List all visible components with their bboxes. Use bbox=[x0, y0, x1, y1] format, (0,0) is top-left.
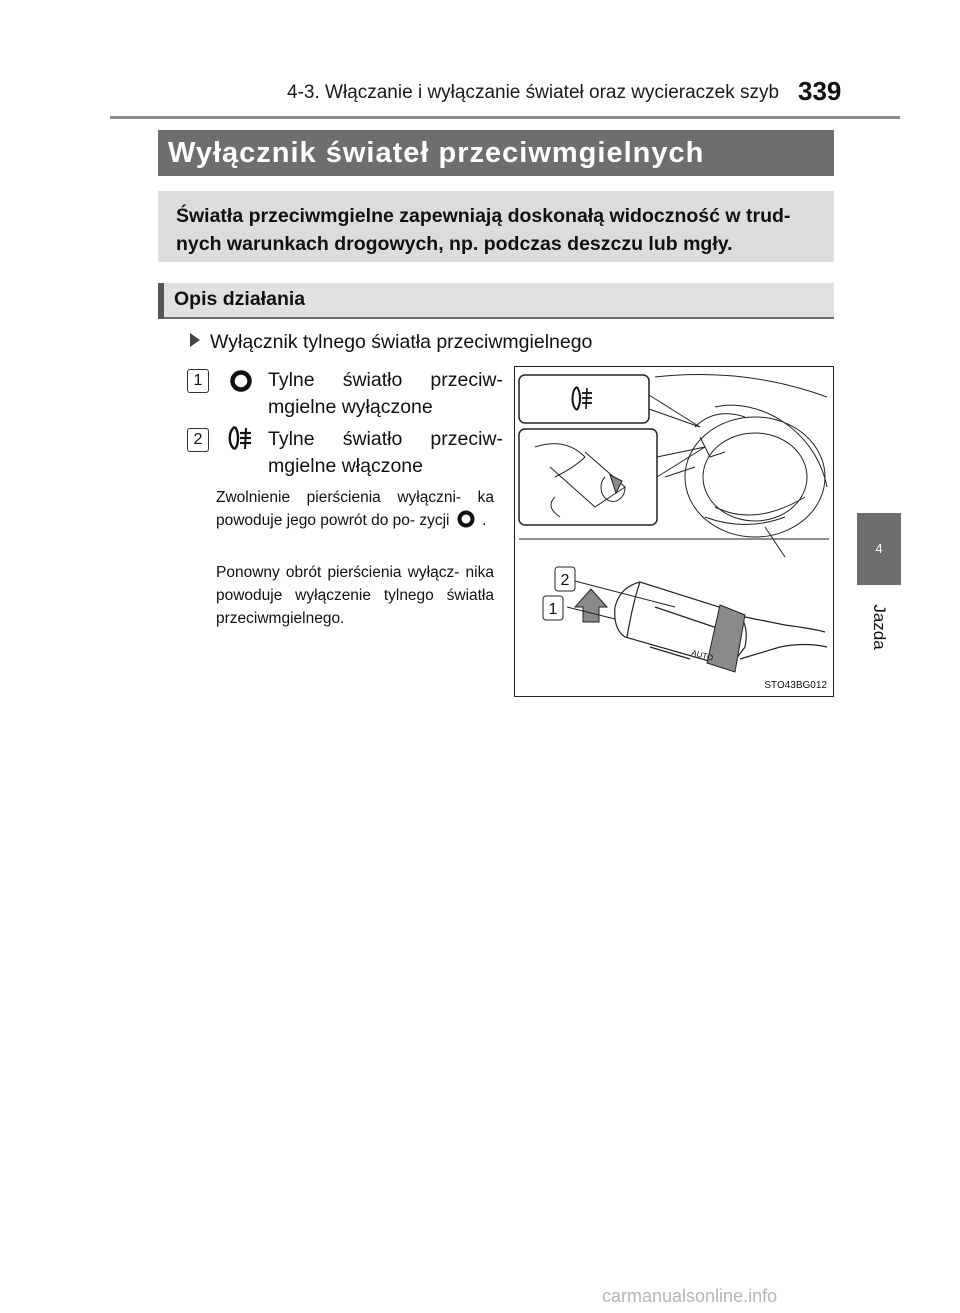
rotate-note: Ponowny obrót pierścienia wyłącz- nika powoduje wyłączenie tylnego światła przeciwmgielnego. bbox=[216, 564, 494, 627]
page-title: Wyłącznik świateł przeciwmgielnych bbox=[168, 137, 705, 169]
intro-text: Światła przeciwmgielne zapewniają doskonałą widoczność w trud- nych warunkach drogowych, np. podczas deszczu lub mgły. bbox=[176, 205, 791, 255]
figure-label-1: 1 bbox=[548, 601, 558, 618]
release-note bbox=[216, 486, 494, 532]
subsection-title: Opis działania bbox=[174, 288, 306, 310]
chapter-label-text: Jazda bbox=[870, 604, 889, 650]
watermark: carmanualsonline.info bbox=[602, 1286, 778, 1306]
rear-fog-light-icon bbox=[226, 424, 256, 452]
item-number-1: 1 bbox=[187, 369, 209, 393]
fog-light-off-icon bbox=[230, 370, 252, 392]
section-header: 4-3. Włączanie i wyłączanie świateł oraz wycieraczek szyb bbox=[287, 82, 780, 103]
bullet-heading bbox=[190, 331, 592, 354]
figure-code: STO43BG012 bbox=[764, 680, 827, 691]
item-text-1: Tylne światło przeciw- mgielne wyłączone bbox=[268, 369, 503, 418]
page-number: 339 bbox=[798, 76, 842, 106]
item-text-2: Tylne światło przeciw- mgielne włączone bbox=[268, 428, 503, 477]
figure-label-2: 2 bbox=[560, 572, 570, 589]
item-number-2: 2 bbox=[187, 428, 209, 452]
triangle-bullet-icon bbox=[190, 333, 200, 347]
subsection-marker bbox=[158, 283, 164, 319]
title-bar bbox=[158, 130, 834, 176]
switch-auto-label: AUTO bbox=[690, 648, 715, 663]
fog-light-switch-illustration bbox=[514, 366, 834, 697]
chapter-label bbox=[855, 592, 903, 662]
subsection-bar bbox=[158, 283, 834, 319]
header-divider bbox=[110, 116, 900, 119]
off-position-icon bbox=[456, 510, 476, 528]
release-note-text: Zwolnienie pierścienia wyłączni- ka powoduje jego powrót do po- zycji bbox=[216, 489, 494, 529]
switch-diagram bbox=[515, 367, 833, 696]
intro-box bbox=[158, 191, 834, 262]
bullet-text: Wyłącznik tylnego światła przeciwmgielnego bbox=[210, 331, 593, 353]
release-note-end: . bbox=[482, 512, 487, 529]
chapter-tab: 4 bbox=[857, 513, 901, 585]
